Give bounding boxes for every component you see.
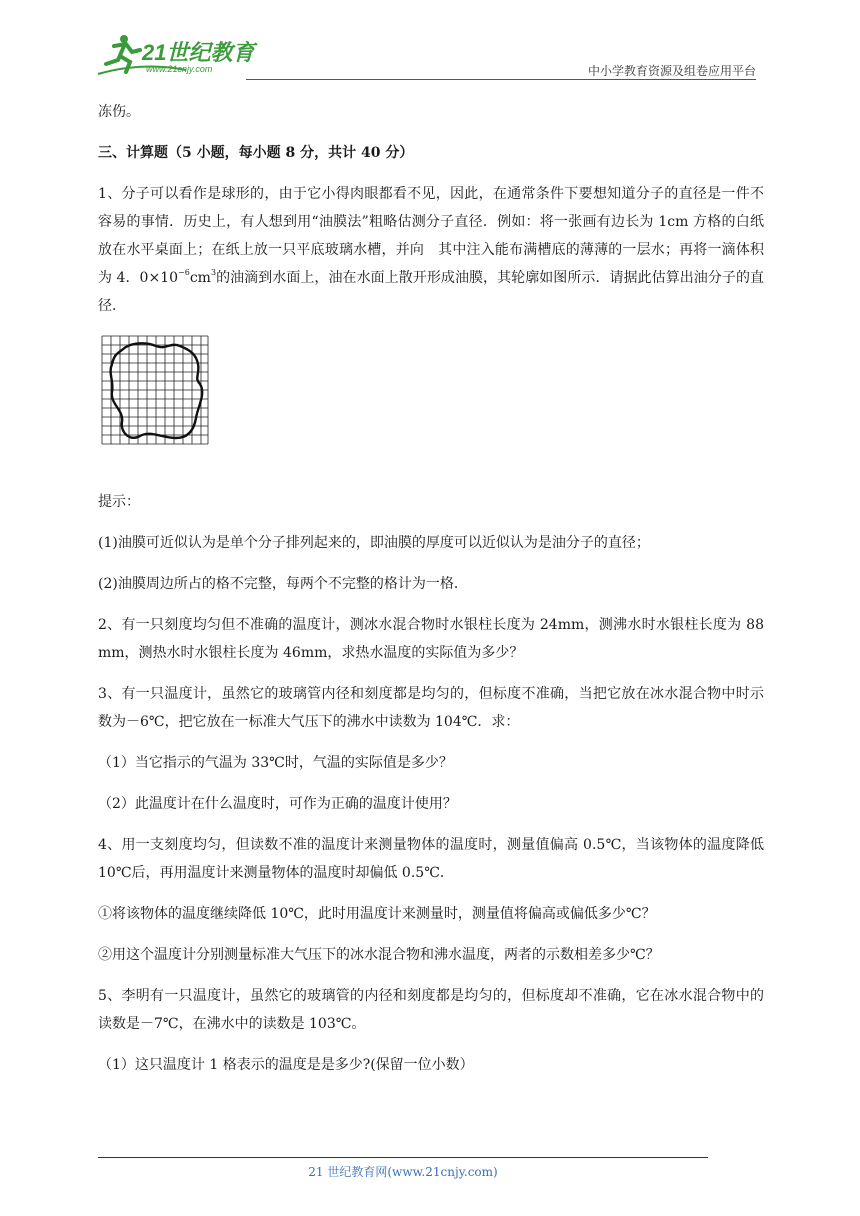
platform-name: 中小学教育资源及组卷应用平台 [587, 64, 756, 78]
oil-film-grid-figure [100, 334, 212, 448]
hint-label: 提示： [98, 494, 140, 510]
question-2: 2、有一只刻度均匀但不准确的温度计，测冰水混合物时水银柱长度为 24mm，测沸水时水银柱长度为 88mm，测热水时水银柱长度为 46mm，求热水温度的实际值为多少？ [98, 617, 764, 661]
hint-1: (1)油膜可近似认为是单个分子排列起来的，即油膜的厚度可以近似认为是油分子的直径； [98, 535, 650, 551]
question-4: 4、用一支刻度均匀，但读数不准的温度计来测量物体的温度时，测量值偏高 0.5℃，当该物体的温度降低 10℃后，再用温度计来测量物体的温度时却偏低 0.5℃． [98, 837, 764, 881]
document-body [98, 98, 764, 1092]
logo-text: 21世纪教育 [142, 40, 255, 65]
question-4-part-2: ②用这个温度计分别测量标准大气压下的冰水混合物和沸水温度，两者的示数相差多少℃？ [98, 947, 660, 963]
footer-link[interactable]: 21 世纪教育网(www.21cnjy.com) [308, 1165, 498, 1179]
paragraph-continuation: 冻伤。 [98, 104, 140, 120]
question-5-part-1: （1）这只温度计 1 格表示的温度是是多少?(保留一位小数） [98, 1057, 474, 1073]
question-3-part-2: （2）此温度计在什么温度时，可作为正确的温度计使用？ [98, 796, 457, 812]
footer-divider [98, 1157, 708, 1158]
header-divider [246, 79, 756, 80]
section-title: 三、计算题（5 小题，每小题 8 分，共计 40 分） [98, 145, 414, 161]
page-header [96, 30, 756, 80]
site-logo [96, 30, 266, 78]
question-3: 3、有一只温度计，虽然它的玻璃管内径和刻度都是均匀的，但标度不准确，当把它放在冰水混合物中时示数为－6℃，把它放在一标准大气压下的沸水中读数为 104℃．求： [98, 686, 764, 730]
logo-url: www.21cnjy.com [146, 64, 213, 74]
question-3-part-1: （1）当它指示的气温为 33℃时，气温的实际值是多少？ [98, 755, 453, 771]
question-4-part-1: ①将该物体的温度继续降低 10℃，此时用温度计来测量时，测量值将偏高或偏低多少℃？ [98, 906, 656, 922]
question-5: 5、李明有一只温度计，虽然它的玻璃管的内径和刻度都是均匀的，但标度却不准确，它在冰水混合物中的读数是－7℃，在沸水中的读数是 103℃。 [98, 988, 764, 1032]
question-1: 1、分子可以看作是球形的，由于它小得肉眼都看不见，因此，在通常条件下要想知道分子的直径是一件不容易的事情．历史上，有人想到用“油膜法”粗略估测分子直径．例如：将一张画有边长为 1cm 方格的白纸放在水平桌面上；在纸上放一只平底玻璃水槽，并向 其中注入能布满槽底的薄薄的一层水；再将一滴体积为 4．$0\times 10^{-6}cm^3$的油滴到水面上，油在水面上散开形成油膜，其轮廓如图所示．请据此估算出油分子的直径． [98, 186, 764, 314]
hint-2: (2)油膜周边所占的格不完整，每两个不完整的格计为一格． [98, 576, 468, 592]
